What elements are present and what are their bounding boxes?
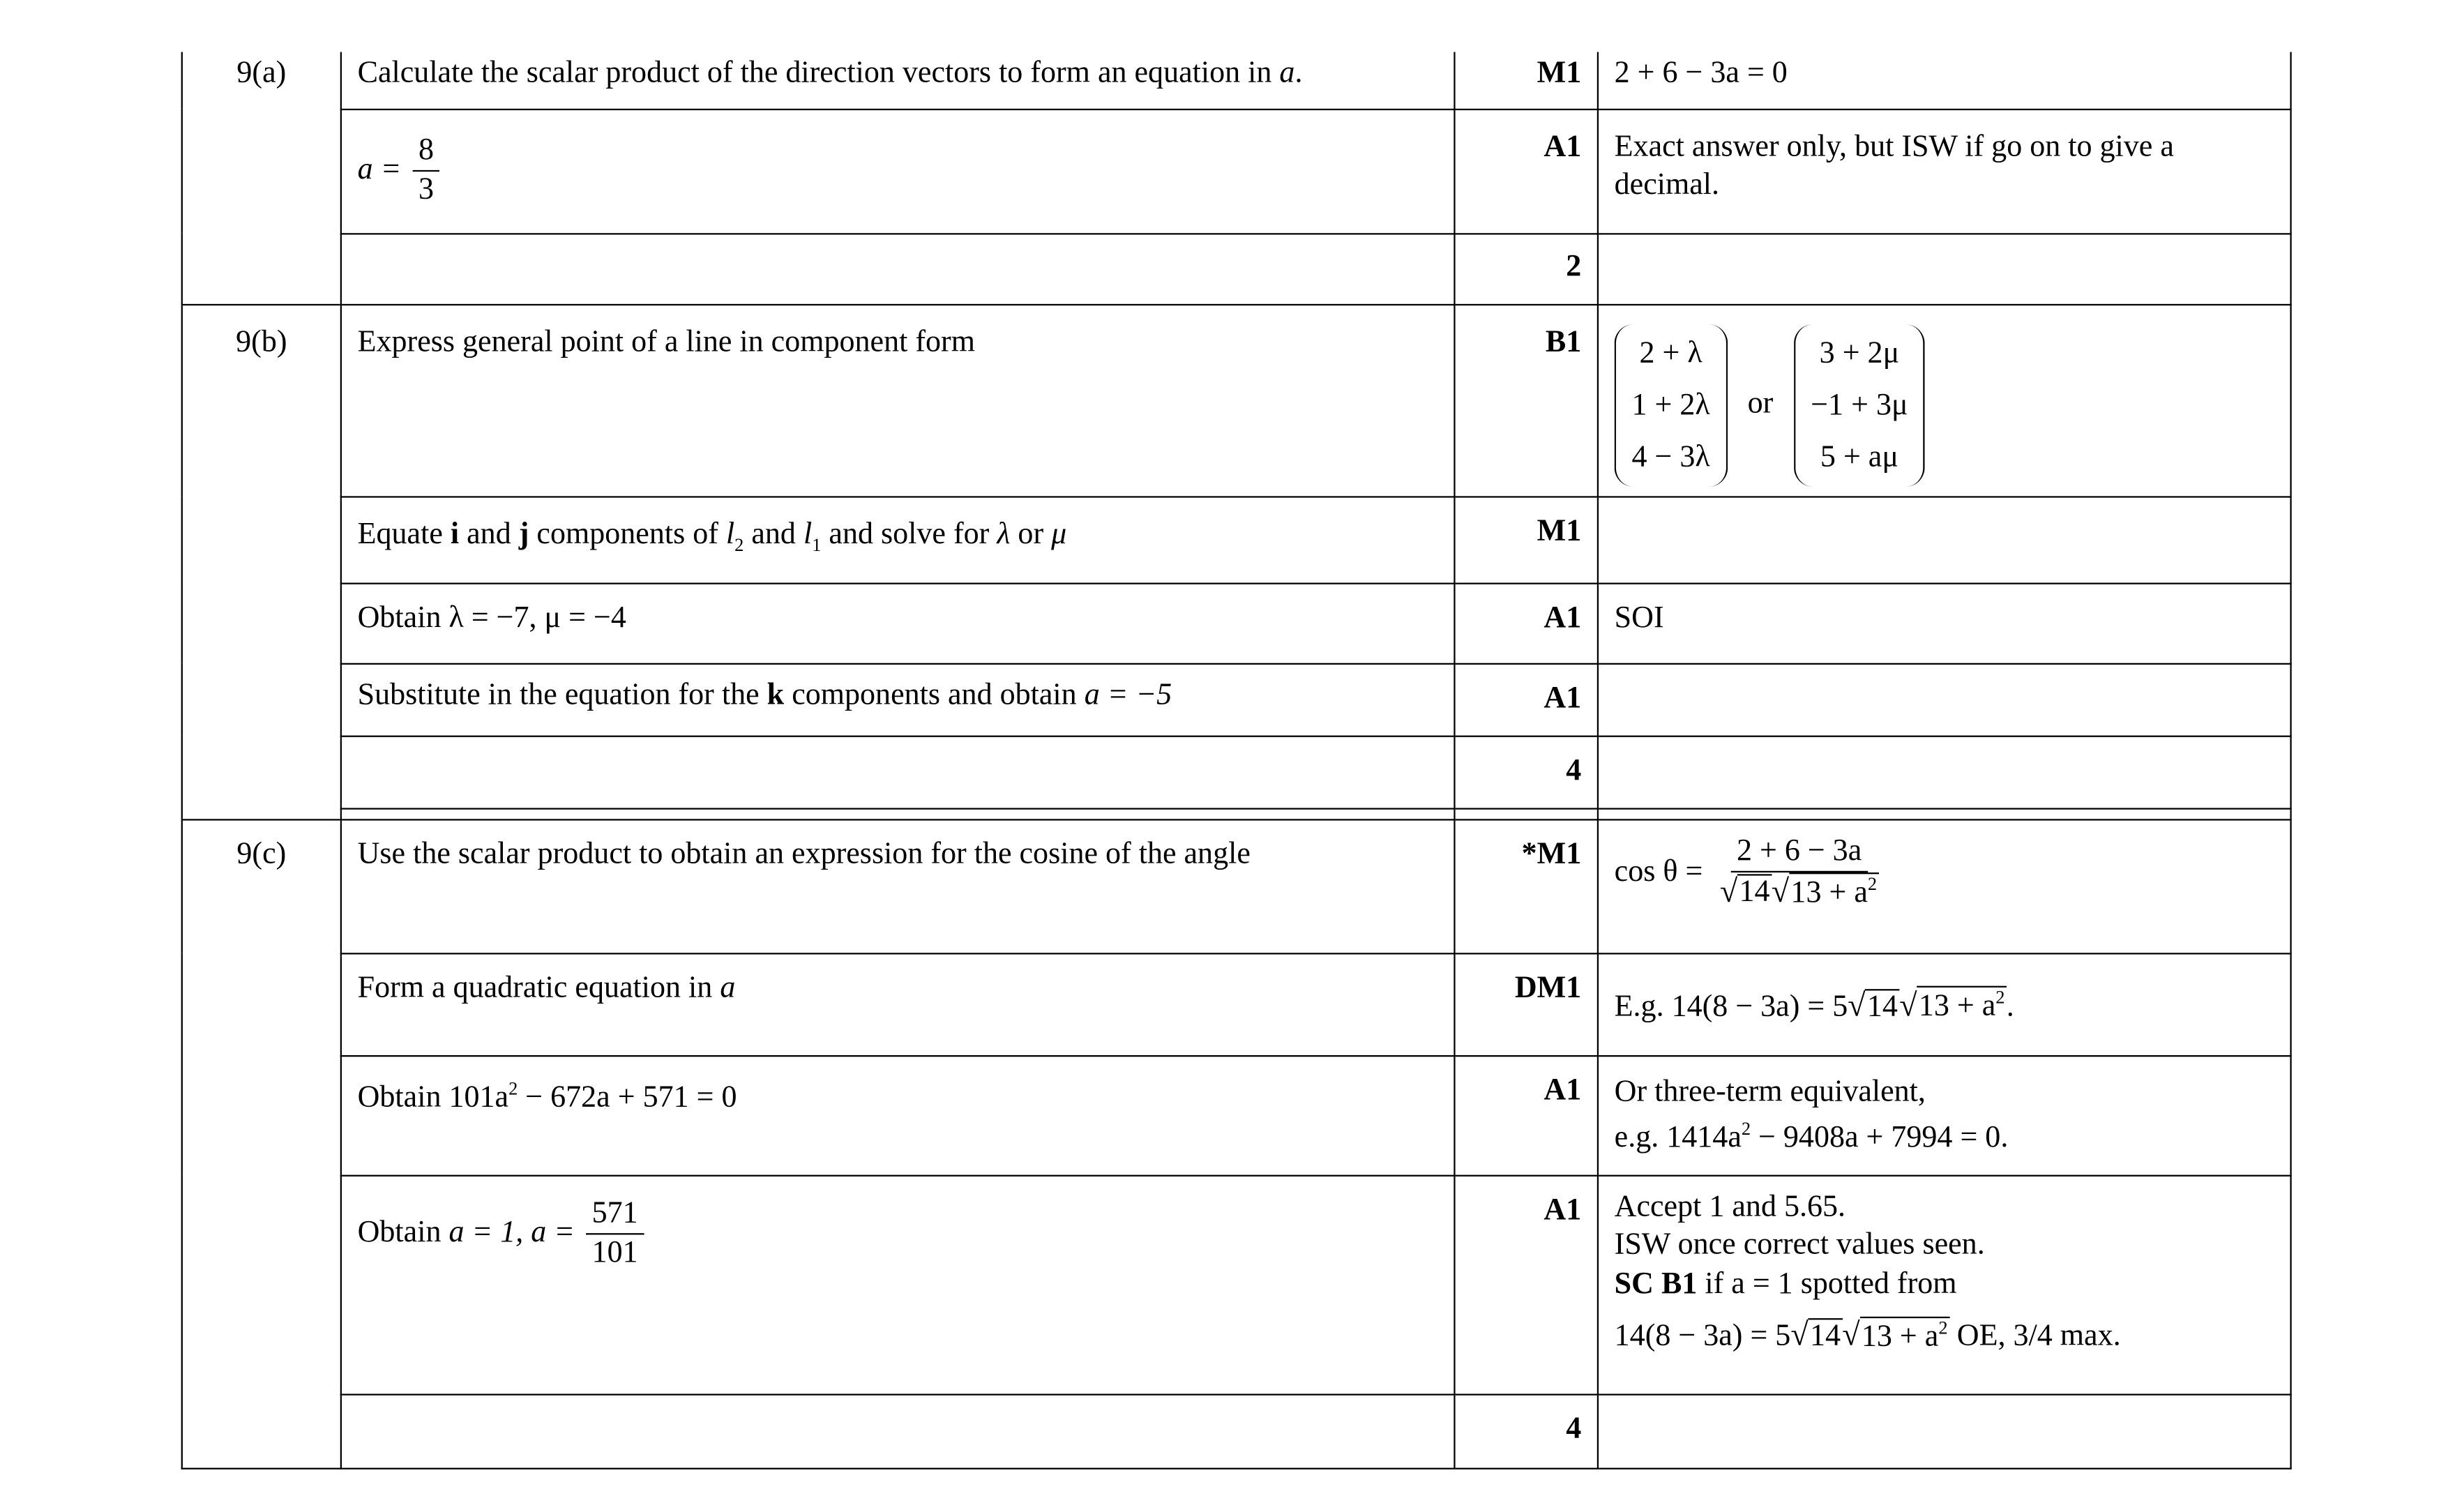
fraction: $\frac{571}{101}$ bbox=[586, 1195, 644, 1273]
guidance-cell: 2 + λ 1 + 2λ 4 − 3λ or 3 + 2μ −1 + 3μ 5 + aμ bbox=[1598, 304, 2291, 497]
total-marks: 4 bbox=[1454, 736, 1597, 808]
answer-cell: Form a quadratic equation in a bbox=[341, 953, 1455, 1055]
question-number: 9(c) bbox=[182, 819, 341, 1467]
guidance-cell: Or three-term equivalent, e.g. $1414a^2 - 9408a + 7994 = 0$. bbox=[1598, 1055, 2291, 1175]
mark-cell: A1 bbox=[1454, 109, 1597, 233]
empty-cell bbox=[341, 233, 1455, 304]
answer-cell: Substitute in the equation for the k components and obtain a = −5 bbox=[341, 663, 1455, 736]
table-row bbox=[182, 1175, 2291, 1394]
mark-cell: B1 bbox=[1454, 304, 1597, 497]
column-vector: 3 + 2μ −1 + 3μ 5 + aμ bbox=[1793, 324, 1925, 487]
answer-cell: Use the scalar product to obtain an expression for the cosine of the angle bbox=[341, 819, 1455, 953]
answer-cell: a = $\frac{8}{3}$ bbox=[341, 109, 1455, 233]
table-row bbox=[182, 953, 2291, 1055]
table-row bbox=[182, 1055, 2291, 1175]
question-number: 9(b) bbox=[182, 304, 341, 819]
table-row bbox=[182, 736, 2291, 808]
separator-row bbox=[182, 808, 2291, 819]
answer-cell: Obtain a = 1, a = $\frac{571}{101}$ bbox=[341, 1175, 1455, 1394]
answer-cell: Express general point of a line in component form bbox=[341, 304, 1455, 497]
guidance-cell: Exact answer only, but ISW if go on to give a decimal. bbox=[1598, 109, 2291, 233]
fraction: $\frac{8}{3}$ bbox=[412, 132, 440, 210]
table-row bbox=[182, 663, 2291, 736]
empty-cell bbox=[1598, 736, 2291, 808]
empty-cell bbox=[341, 808, 1455, 819]
guidance-cell: SOI bbox=[1598, 583, 2291, 663]
fraction: $\frac{2 + 6 - 3a}{√ 14 √ 13 + a^2}$ bbox=[1714, 832, 1885, 913]
mark-cell: A1 bbox=[1454, 1175, 1597, 1394]
total-marks: 2 bbox=[1454, 233, 1597, 304]
table-row bbox=[182, 52, 2291, 109]
answer-cell: Equate i and j components of $l_2$ and $l_1$ and solve for λ or μ bbox=[341, 496, 1455, 582]
empty-cell bbox=[341, 1394, 1455, 1468]
empty-cell bbox=[1598, 233, 2291, 304]
mark-cell: A1 bbox=[1454, 583, 1597, 663]
guidance-cell: E.g. 14(8 − 3a) = 5√ 14 √ $13 + a^2$ . bbox=[1598, 953, 2291, 1055]
mark-cell: M1 bbox=[1454, 496, 1597, 582]
table-row bbox=[182, 496, 2291, 582]
table-row bbox=[182, 233, 2291, 304]
empty-cell bbox=[1598, 1394, 2291, 1468]
mark-scheme-table bbox=[181, 52, 2292, 1469]
empty-cell bbox=[1454, 808, 1597, 819]
table-row bbox=[182, 304, 2291, 497]
column-vector: 2 + λ 1 + 2λ 4 − 3λ bbox=[1615, 324, 1728, 487]
answer-cell: Calculate the scalar product of the direction vectors to form an equation in a. bbox=[341, 52, 1455, 109]
table-row bbox=[182, 583, 2291, 663]
guidance-cell: Accept 1 and 5.65. ISW once correct values seen. SC B1 if a = 1 spotted from 14(8 − 3a) = 5√ 14 √ $13 + a^2$ OE, 3/4 max. bbox=[1598, 1175, 2291, 1394]
answer-cell: Obtain $101a^2 - 672a + 571 = 0$ bbox=[341, 1055, 1455, 1175]
table-row bbox=[182, 819, 2291, 953]
answer-cell: Obtain λ = −7, μ = −4 bbox=[341, 583, 1455, 663]
table-row bbox=[182, 1394, 2291, 1468]
mark-cell: M1 bbox=[1454, 52, 1597, 109]
mark-cell: DM1 bbox=[1454, 953, 1597, 1055]
guidance-cell: 2 + 6 − 3a = 0 bbox=[1598, 52, 2291, 109]
mark-cell: A1 bbox=[1454, 663, 1597, 736]
total-marks: 4 bbox=[1454, 1394, 1597, 1468]
empty-cell bbox=[341, 736, 1455, 808]
empty-cell bbox=[1598, 663, 2291, 736]
mark-cell: *M1 bbox=[1454, 819, 1597, 953]
mark-cell: A1 bbox=[1454, 1055, 1597, 1175]
table-row bbox=[182, 109, 2291, 233]
empty-cell bbox=[1598, 808, 2291, 819]
empty-cell bbox=[1598, 496, 2291, 582]
question-number: 9(a) bbox=[182, 52, 341, 304]
guidance-cell: cos θ = $\frac{2 + 6 - 3a}{√ 14 √ 13 + a^2}$ bbox=[1598, 819, 2291, 953]
